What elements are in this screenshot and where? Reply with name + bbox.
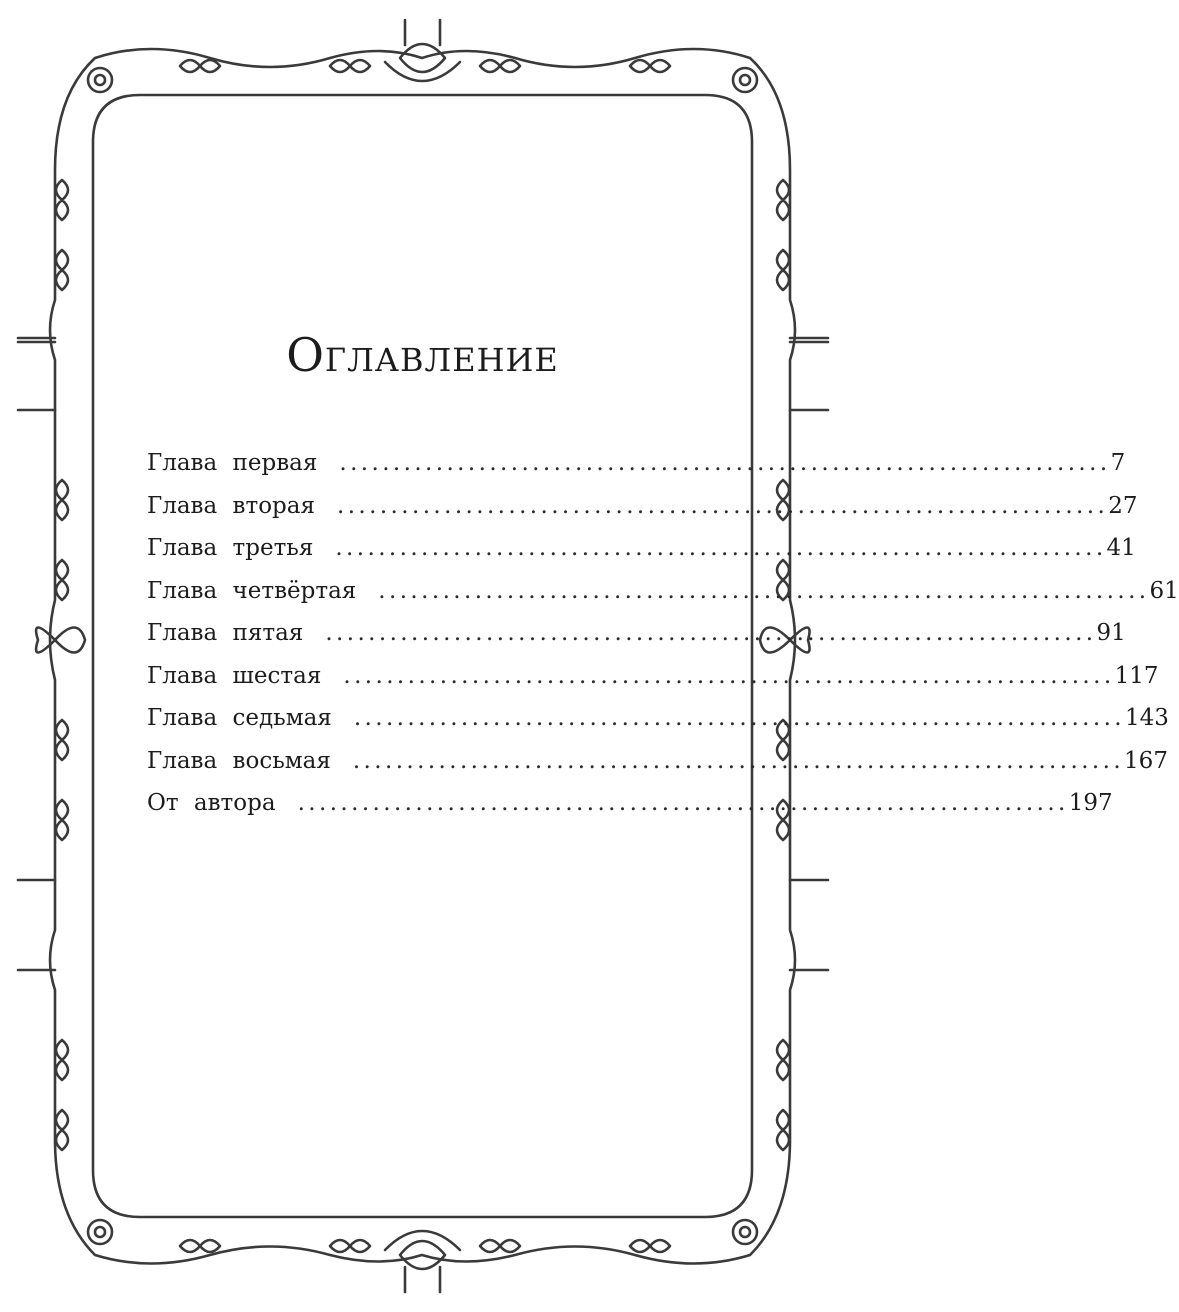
toc-entry-page: 117 — [1114, 662, 1159, 689]
toc-entry-label: Глава четвёртая — [147, 577, 357, 604]
corner-spiral-bl — [88, 1220, 112, 1244]
toc-dot-leader: ........................................................................ — [339, 450, 1111, 476]
toc-dot-leader: ........................................................................ — [297, 790, 1069, 816]
toc-entry[interactable] — [147, 620, 1126, 663]
toc-entry-label: Глава шестая — [147, 662, 322, 689]
toc-entry[interactable] — [147, 535, 1136, 578]
toc-dot-leader: ........................................................................ — [325, 620, 1097, 646]
toc-entry-label: Глава пятая — [147, 620, 304, 646]
left-heart — [36, 628, 85, 653]
toc-dot-leader: ........................................................................ — [337, 492, 1109, 519]
corner-spiral-br — [733, 1220, 757, 1244]
toc-entry[interactable] — [147, 450, 1126, 493]
page-title: Оглавление — [286, 328, 559, 382]
toc-entry-page: 197 — [1068, 790, 1113, 816]
toc-dot-leader: ........................................................................ — [335, 535, 1107, 561]
toc-entry[interactable] — [147, 577, 1179, 621]
toc-entry-label: Глава третья — [147, 535, 314, 561]
corner-spiral-tr — [733, 68, 757, 92]
toc-entry-label: Глава восьмая — [147, 747, 331, 774]
toc-entry-page: 41 — [1106, 535, 1136, 561]
toc-dot-leader: ........................................................................ — [353, 705, 1126, 731]
toc-entry[interactable] — [147, 492, 1138, 536]
toc-entry-label: Глава седьмая — [147, 705, 332, 731]
left-knots — [56, 180, 68, 1150]
toc-entry-page: 61 — [1149, 577, 1179, 604]
toc-entry[interactable] — [147, 705, 1169, 748]
toc-entry-page: 7 — [1110, 450, 1126, 476]
toc-entry-page: 91 — [1096, 620, 1126, 646]
bottom-knot — [400, 1241, 445, 1292]
toc-dot-leader: ........................................................................ — [343, 662, 1115, 689]
toc-entry[interactable] — [147, 790, 1113, 833]
table-of-contents — [147, 450, 1179, 833]
toc-dot-leader: ........................................................................ — [378, 577, 1150, 604]
top-knot — [400, 20, 445, 72]
toc-entry-page: 27 — [1108, 492, 1138, 519]
toc-entry[interactable] — [147, 747, 1168, 791]
toc-entry-label: Глава первая — [147, 450, 318, 476]
toc-entry-page: 167 — [1124, 747, 1168, 774]
toc-dot-leader: ........................................................................ — [352, 747, 1125, 774]
toc-entry-label: Глава вторая — [147, 492, 315, 519]
toc-entry-page: 143 — [1125, 705, 1169, 731]
toc-entry[interactable] — [147, 662, 1159, 706]
corner-spiral-tl — [88, 68, 112, 92]
toc-entry-label: От автора — [147, 790, 276, 816]
